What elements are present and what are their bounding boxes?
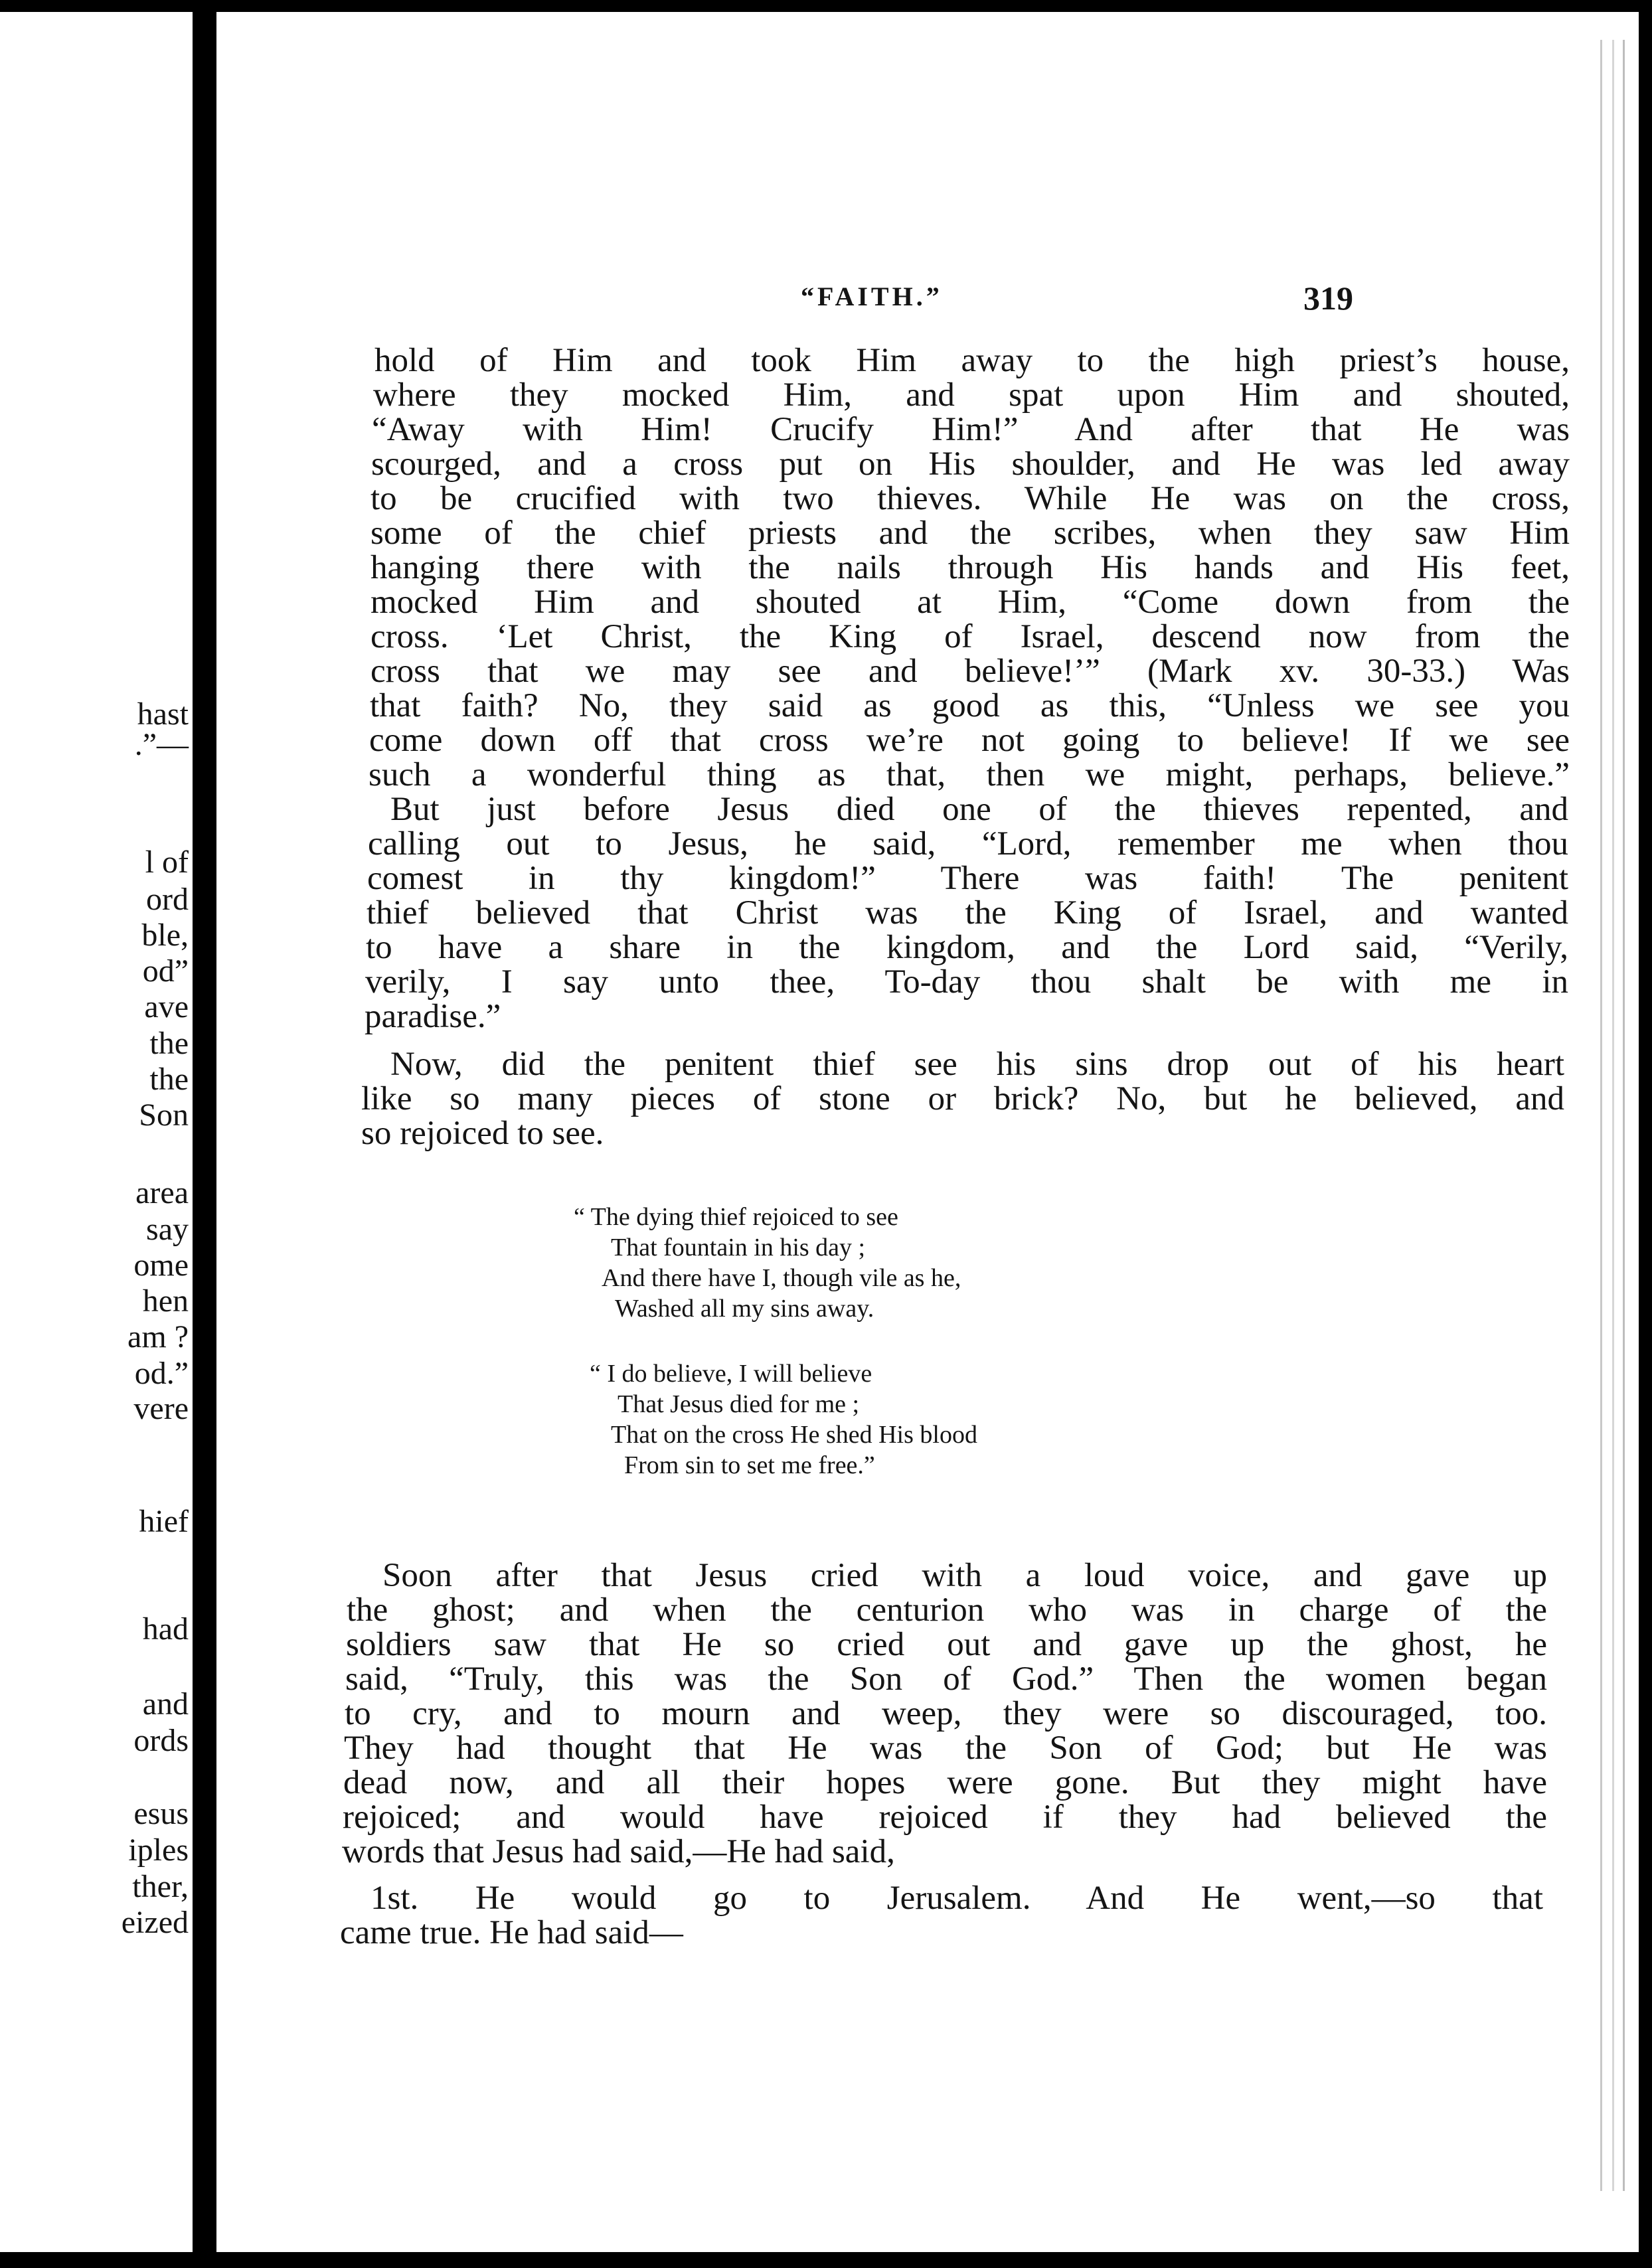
- text-line: cross that we may see and believe!’” (Mark xv. 30-33.) Was: [371, 653, 1570, 690]
- text-line: cross. ‘Let Christ, the King of Israel, descend now from the: [371, 618, 1570, 655]
- fragment-line: ords: [133, 1723, 189, 1758]
- fragment-line: hast: [137, 696, 189, 732]
- fragment-line: od”: [142, 953, 189, 989]
- fragment-line: say: [146, 1212, 189, 1247]
- page-edge: [1612, 40, 1614, 2191]
- text-line: came true. He had said—: [340, 1914, 683, 1951]
- text-line: to cry, and to mourn and weep, they were so discouraged, too.: [345, 1695, 1547, 1732]
- verse-line: And there have I, though vile as he,: [602, 1264, 961, 1292]
- text-line: dead now, and all their hopes were gone. But they might have: [343, 1764, 1547, 1801]
- text-line: some of the chief priests and the scribes, when they saw Him: [371, 515, 1570, 552]
- fragment-line: ave: [144, 989, 189, 1024]
- fragment-line: had: [142, 1611, 189, 1647]
- fragment-line: Son: [139, 1097, 189, 1133]
- facing-page-fragment: [0, 12, 193, 2252]
- text-line: said, “Truly, this was the Son of God.” Then the women began: [345, 1660, 1547, 1698]
- scan-border-right: [1639, 0, 1652, 2268]
- text-line: thief believed that Christ was the King of Israel, and wanted: [367, 894, 1568, 932]
- text-line: Now, did the penitent thief see his sins drop out of his heart: [390, 1046, 1564, 1083]
- fragment-line: the: [149, 1062, 189, 1097]
- text-line: hold of Him and took Him away to the high priest’s house,: [374, 342, 1570, 379]
- text-line: “Away with Him! Crucify Him!” And after that He was: [372, 411, 1570, 448]
- verse-line: That on the cross He shed His blood: [611, 1421, 977, 1449]
- page-number: 319: [1303, 280, 1353, 317]
- fragment-line: eized: [121, 1905, 189, 1940]
- fragment-line: the: [149, 1026, 189, 1061]
- text-line: hanging there with the nails through His hands and His feet,: [371, 549, 1570, 586]
- text-line: such a wonderful thing as that, then we might, perhaps, believe.”: [369, 756, 1570, 793]
- text-line: like so many pieces of stone or brick? No, but he believed, and: [361, 1080, 1564, 1117]
- running-title: “FAITH.”: [801, 282, 943, 311]
- fragment-line: ther,: [132, 1869, 189, 1904]
- text-line: to be crucified with two thieves. While He was on the cross,: [371, 480, 1570, 517]
- fragment-line: hief: [139, 1504, 189, 1539]
- text-line: They had thought that He was the Son of God; but He was: [344, 1730, 1547, 1767]
- fragment-line: l of: [145, 845, 189, 880]
- text-line: comest in thy kingdom!” There was faith! The penitent: [367, 860, 1568, 897]
- text-line: where they mocked Him, and spat upon Him and shouted,: [373, 376, 1570, 414]
- page-edge: [1600, 40, 1602, 2191]
- text-line: that faith? No, they said as good as this, “Unless we see you: [370, 687, 1570, 724]
- fragment-line: .”—: [134, 727, 189, 762]
- text-line: the ghost; and when the centurion who was in charge of the: [347, 1591, 1547, 1629]
- fragment-line: ble,: [141, 918, 189, 953]
- fragment-line: hen: [142, 1283, 189, 1319]
- verse-line: That Jesus died for me ;: [618, 1390, 860, 1418]
- text-line: 1st. He would go to Jerusalem. And He went,—so that: [371, 1880, 1543, 1917]
- text-line: rejoiced; and would have rejoiced if they had believed the: [343, 1799, 1547, 1836]
- book-page: [216, 12, 1598, 2252]
- fragment-line: iples: [128, 1832, 189, 1868]
- book-gutter: [193, 0, 216, 2268]
- scan-border-top: [0, 0, 1652, 12]
- text-line: But just before Jesus died one of the thieves repented, and: [390, 791, 1568, 828]
- verse-line: “ The dying thief rejoiced to see: [574, 1203, 898, 1231]
- verse-line: Washed all my sins away.: [615, 1295, 874, 1323]
- fragment-line: esus: [133, 1796, 189, 1831]
- text-line: mocked Him and shouted at Him, “Come down from the: [371, 584, 1570, 621]
- verse-line: “ I do believe, I will believe: [590, 1360, 872, 1388]
- verse-line: From sin to set me free.”: [624, 1451, 875, 1479]
- fragment-line: ome: [133, 1248, 189, 1283]
- scan-border-bottom: [0, 2252, 1652, 2268]
- text-line: so rejoiced to see.: [361, 1115, 604, 1152]
- page-edge: [1623, 40, 1625, 2191]
- text-line: soldiers saw that He so cried out and gave up the ghost, he: [346, 1626, 1547, 1663]
- verse-line: That fountain in his day ;: [611, 1234, 866, 1261]
- text-line: come down off that cross we’re not going to believe! If we see: [369, 722, 1570, 759]
- text-line: Soon after that Jesus cried with a loud voice, and gave up: [382, 1557, 1547, 1594]
- fragment-line: and: [142, 1686, 189, 1722]
- fragment-line: ord: [146, 882, 189, 917]
- text-line: verily, I say unto thee, To-day thou shalt be with me in: [365, 963, 1568, 1001]
- fragment-line: am ?: [127, 1319, 189, 1354]
- text-line: to have a share in the kingdom, and the Lord said, “Verily,: [366, 929, 1568, 966]
- text-line: calling out to Jesus, he said, “Lord, remember me when thou: [368, 825, 1568, 862]
- fragment-line: area: [135, 1175, 189, 1210]
- fragment-line: vere: [133, 1391, 189, 1426]
- text-line: words that Jesus had said,—He had said,: [342, 1833, 895, 1870]
- text-line: paradise.”: [365, 998, 501, 1035]
- fragment-line: od.”: [134, 1356, 189, 1391]
- text-line: scourged, and a cross put on His shoulder, and He was led away: [371, 446, 1570, 483]
